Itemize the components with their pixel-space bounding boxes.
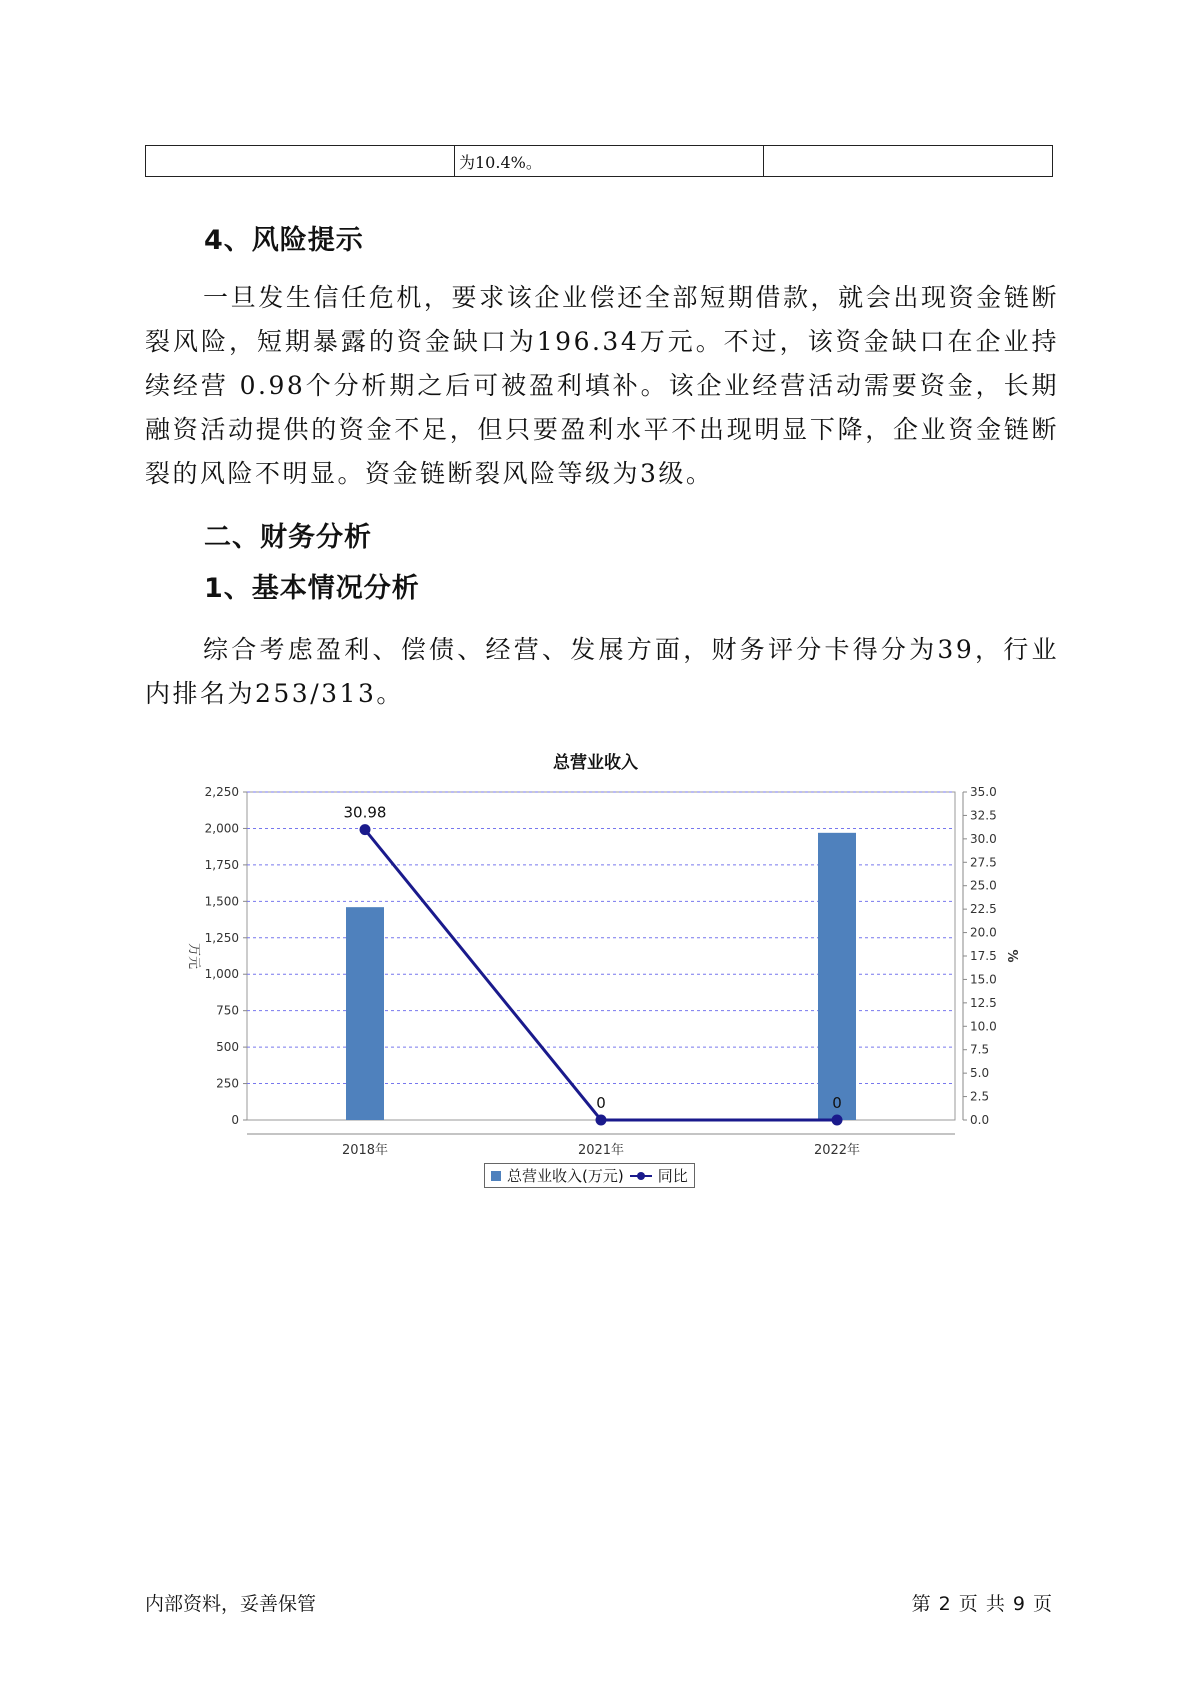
bar <box>346 907 384 1120</box>
yoy-point <box>360 824 371 835</box>
finance-heading: 二、财务分析 <box>204 522 372 553</box>
y-tick-label: 0 <box>231 1113 239 1127</box>
y-right-axis-title: % <box>1004 949 1019 963</box>
y-tick-label: 2,000 <box>204 821 239 836</box>
y-right-tick-label: 0.0 <box>970 1113 990 1127</box>
yoy-point <box>596 1115 607 1126</box>
risk-heading: 4、风险提示 <box>204 225 364 256</box>
y-tick-label: 250 <box>216 1076 239 1091</box>
chart-title: 总营业收入 <box>553 753 638 773</box>
y-tick-label: 1,000 <box>204 967 239 982</box>
y-right-tick-label: 22.5 <box>970 902 997 917</box>
y-tick-label: 1,250 <box>204 930 239 945</box>
page-number: 第 2 页 共 9 页 <box>911 1593 1053 1615</box>
legend-line-swatch <box>630 1171 652 1181</box>
yoy-data-label: 30.98 <box>343 803 387 822</box>
y-tick-label: 750 <box>216 1003 239 1018</box>
y-tick-label: 1,500 <box>204 894 239 909</box>
yoy-data-label: 0 <box>596 1094 606 1112</box>
y-right-tick-label: 7.5 <box>970 1042 990 1057</box>
y-right-tick-label: 17.5 <box>970 949 997 963</box>
y-right-tick-label: 10.0 <box>970 1019 997 1034</box>
yoy-point <box>832 1115 843 1126</box>
legend-line-label: 同比 <box>657 1167 688 1185</box>
y-right-tick-label: 12.5 <box>970 995 997 1010</box>
y-right-tick-label: 30.0 <box>970 831 997 846</box>
y-right-tick-label: 15.0 <box>970 972 997 987</box>
y-right-tick-label: 35.0 <box>970 785 997 799</box>
yoy-data-label: 0 <box>832 1094 842 1112</box>
table-cell: 为10.4%。 <box>455 146 764 177</box>
y-tick-label: 500 <box>216 1040 239 1055</box>
y-right-tick-label: 20.0 <box>970 925 997 940</box>
x-tick-label: 2022年 <box>813 1143 861 1158</box>
y-right-tick-label: 2.5 <box>970 1089 990 1104</box>
y-right-tick-label: 27.5 <box>970 855 997 870</box>
y-tick-label: 2,250 <box>204 785 239 799</box>
x-tick-label: 2018年 <box>341 1143 389 1158</box>
bar <box>818 833 856 1120</box>
chart-legend <box>484 1163 695 1188</box>
y-tick-label: 1,750 <box>204 857 239 872</box>
footer-confidential: 内部资料，妥善保管 <box>145 1593 317 1615</box>
y-axis-title: 万元 <box>186 942 201 970</box>
legend-bar-label: 总营业收入(万元) <box>507 1167 624 1185</box>
basic-analysis-paragraph: 综合考虑盈利、偿债、经营、发展方面，财务评分卡得分为39，行业内排名为253/313。 <box>145 635 1059 708</box>
basic-analysis-heading: 1、基本情况分析 <box>204 573 420 604</box>
risk-paragraph: 一旦发生信任危机，要求该企业偿还全部短期借款，就会出现资金链断裂风险，短期暴露的资金缺口为196.34万元。不过，该资金缺口在企业持续经营 0.98个分析期之后可被盈利填补。该企业经营活动需要资金，长期融资活动提供的资金不足，但只要盈利水平不出现明显下降，企业资金链断裂的风险不明显。资金链断裂风险等级为3级。 <box>145 283 1059 488</box>
y-right-tick-label: 32.5 <box>970 808 997 823</box>
y-right-tick-label: 5.0 <box>970 1066 990 1081</box>
legend-bar-swatch <box>491 1171 501 1181</box>
y-right-tick-label: 25.0 <box>970 878 997 893</box>
x-tick-label: 2021年 <box>577 1143 625 1158</box>
